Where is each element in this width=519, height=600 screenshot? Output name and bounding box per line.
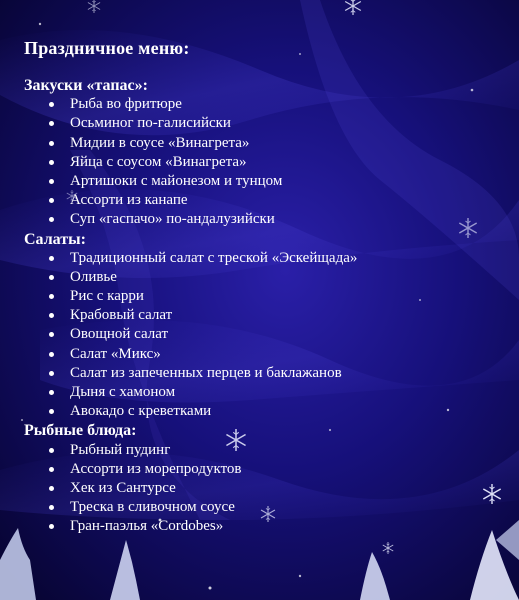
menu-section	[0, 230, 519, 422]
bullet-icon	[49, 198, 54, 203]
bullet-icon	[49, 217, 54, 222]
menu-item-label: Ассорти из канапе	[70, 192, 188, 209]
menu-item-label: Рыба во фритюре	[70, 96, 182, 113]
menu-title: Праздничное меню:	[24, 38, 190, 58]
bullet-icon	[49, 390, 54, 395]
menu-item-label: Яйца с соусом «Винагрета»	[70, 153, 247, 170]
menu-item	[0, 383, 519, 402]
menu-item-label: Традиционный салат с треской «Эскейщада»	[70, 249, 358, 266]
menu-item	[0, 306, 519, 325]
bullet-icon	[49, 256, 54, 261]
menu-item-label: Артишоки с майонезом и тунцом	[70, 172, 283, 189]
menu-sections	[0, 76, 519, 537]
menu-item	[0, 460, 519, 479]
menu-item	[0, 325, 519, 344]
bullet-icon	[49, 102, 54, 107]
menu-item	[0, 268, 519, 287]
menu-item	[0, 114, 519, 133]
menu-item	[0, 210, 519, 229]
bullet-icon	[49, 409, 54, 414]
section-heading: Закуски «тапас»:	[24, 77, 148, 94]
menu-item-label: Суп «гаспачо» по-андалузийски	[70, 211, 275, 228]
menu-item-label: Ассорти из морепродуктов	[70, 460, 242, 477]
menu-item	[0, 345, 519, 364]
bullet-icon	[49, 371, 54, 376]
menu-section	[0, 421, 519, 536]
menu-item-label: Оливье	[70, 268, 117, 285]
menu-item	[0, 134, 519, 153]
bullet-icon	[49, 505, 54, 510]
menu-item	[0, 191, 519, 210]
menu-item	[0, 479, 519, 498]
section-heading: Салаты:	[24, 230, 86, 248]
menu-item-label: Салат из запеченных перцев и баклажанов	[70, 364, 342, 381]
menu-item-label: Мидии в соусе «Винагрета»	[70, 134, 250, 151]
bullet-icon	[49, 294, 54, 299]
bullet-icon	[49, 313, 54, 318]
bullet-icon	[49, 486, 54, 491]
menu-item-label: Салат «Микс»	[70, 345, 161, 362]
menu-item-label: Гран-паэлья «Cordobes»	[70, 518, 224, 535]
menu-item	[0, 95, 519, 114]
menu-item	[0, 287, 519, 306]
menu-item-label: Авокадо с креветками	[70, 403, 212, 420]
menu-item	[0, 153, 519, 172]
section-list	[0, 95, 519, 229]
menu-item-label: Рис с карри	[70, 288, 144, 305]
menu-item-label: Осьминог по-галисийски	[70, 115, 231, 132]
bullet-icon	[49, 121, 54, 126]
menu-item-label: Хек из Сантурсе	[70, 479, 176, 496]
bullet-icon	[49, 467, 54, 472]
bullet-icon	[49, 141, 54, 146]
menu-item-label: Дыня с хамоном	[70, 384, 176, 400]
bullet-icon	[49, 179, 54, 184]
menu-item	[0, 364, 519, 383]
menu-section	[0, 76, 519, 230]
menu-item-label: Рыбный пудинг	[70, 441, 171, 458]
menu-item	[0, 441, 519, 460]
section-list	[0, 249, 519, 422]
section-list	[0, 441, 519, 537]
section-heading: Рыбные блюда:	[24, 422, 137, 440]
menu-item-label: Треска в сливочном соусе	[70, 499, 235, 516]
menu-item	[0, 249, 519, 268]
bullet-icon	[49, 524, 54, 529]
menu-item	[0, 172, 519, 191]
bullet-icon	[49, 160, 54, 165]
bullet-icon	[49, 332, 54, 337]
bullet-icon	[49, 448, 54, 453]
menu-item-label: Крабовый салат	[70, 307, 173, 324]
bullet-icon	[49, 352, 54, 357]
menu-item	[0, 498, 519, 517]
menu-item	[0, 517, 519, 536]
bullet-icon	[49, 275, 54, 280]
menu-item	[0, 402, 519, 421]
menu-item-label: Овощной салат	[70, 326, 169, 343]
